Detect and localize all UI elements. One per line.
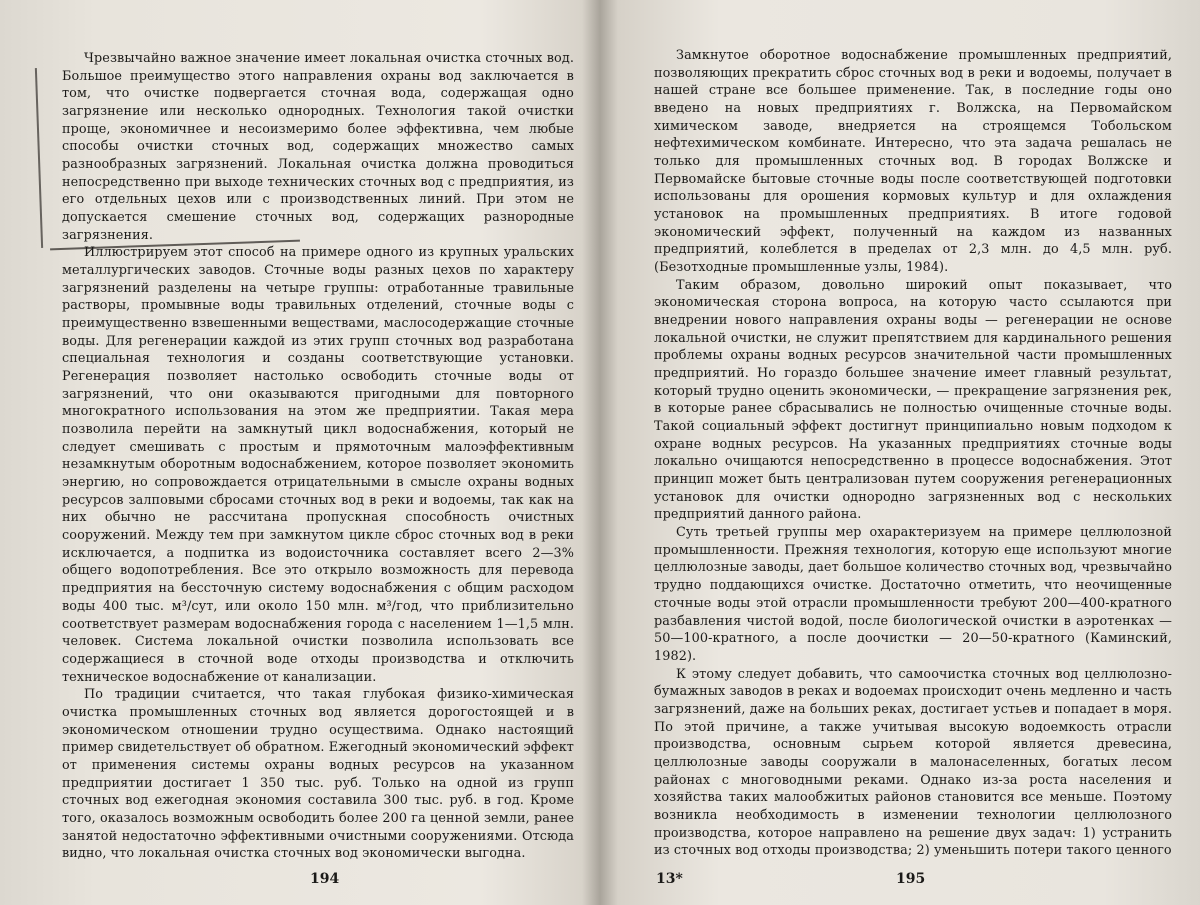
paragraph: Чрезвычайно важное значение имеет локальная очистка сточных вод. Большое преимущество этого направления охраны вод заключается в том, что очистке подвергается сточная вода, содержащая одно загрязнение или несколько однородных. Технология такой очистки проще, экономичнее и несоизмеримо более эффективна, чем любые способы очистки сточных вод, содержащих множество самых разнообразных загрязнений. Локальная очистка должна проводиться непосредственно при выходе технических сточных вод с предприятия, из его отдельных цехов или с производственных линий. При этом не допускается смешение сточных вод, содержащих разнородные загрязнения. bbox=[62, 51, 574, 243]
left-page bbox=[0, 0, 598, 905]
paragraph: К этому следует добавить, что самоочистка сточных вод целлюлозно-бумажных заводов в реках и водоемах происходит очень медленно и часть загрязнений, даже на больших реках, достигает устьев и попадает в моря. По этой причине, а также учитывая высокую водоемкость отрасли производства, основным сырьем которой является древесина, целлюлозные заводы сооружали в малонаселенных, богатых лесом районах с многоводными реками. Однако из-за роста населения и хозяйства таких малообжитых районов становится все меньше. Поэтому возникла необходимость в изменении технологии целлюлозного производства, которое направлено на решение двух задач: 1) устранить из сточных вод отходы производства; 2) уменьшить потери такого ценного bbox=[654, 666, 1172, 859]
right-page-text bbox=[654, 47, 1172, 860]
paragraph: Иллюстрируем этот способ на примере одного из крупных уральских металлургических заводов. Сточные воды разных цехов по характеру загрязнений разделены на четыре группы: отработанные травильные растворы, промывные воды травильных отделений, сточные воды с преимущественно взвешенными веществами, маслосодержащие сточные воды. Для регенерации каждой из этих групп сточных вод разработана специальная технология и созданы соответствующие установки. Регенерация позволяет настолько освободить сточные воды от загрязнений, что они оказываются пригодными для повторного многократного использования на этом же предприятии. Такая мера позволила перейти на замкнутый цикл водоснабжения, который не следует смешивать с простым и прямоточным малоэффективным незамкнутым оборотным водоснабжением, которое позволяет экономить энергию, но сопровождается отрицательными в смысле охраны водных ресурсов залповыми сбросами сточных вод в реки и водоемы, так как на них обычно не рассчитана пропускная способность очистных сооружений. Между тем при замкнутом цикле сброс сточных вод в реки исключается, а подпитка из водоисточника составляет всего 2—3% общего водопотребления. Все это открыло возможность для перевода предприятия на бессточную систему водоснабжения с общим расходом воды 400 тыс. м³/сут, или около 150 млн. м³/год, что приблизительно соответствует размерам водоснабжения города с населением 1—1,5 млн. человек. Система локальной очистки позволила использовать все содержащиеся в сточной воде отходы производства и отключить техническое водоснабжение от канализации. bbox=[62, 245, 574, 685]
pencil-margin-mark bbox=[35, 68, 43, 248]
page-number: 194 bbox=[310, 871, 340, 887]
paragraph: Замкнутое оборотное водоснабжение промышленных предприятий, позволяющих прекратить сброс сточных вод в реки и водоемы, получает в нашей стране все большее применение. Так, в последние годы оно введено на новых предприятиях г. Волжска, на Первомайском химическом заводе, внедряется на строящемся Тобольском нефтехимическом комбинате. Интересно, что эта задача решалась не только для промышленных сточных вод. В городах Волжске и Первомайске бытовые сточные воды после соответствующей подготовки использованы для орошения кормовых культур и для охлаждения установок на промышленных предприятиях. В итоге годовой экономический эффект, полученный на каждом из названных предприятий, колеблется в пределах от 2,3 млн. до 4,5 млн. руб. (Безотходные промышленные узлы, 1984). bbox=[654, 48, 1172, 276]
page-number: 195 bbox=[896, 871, 926, 887]
paragraph: Таким образом, довольно широкий опыт показывает, что экономическая сторона вопроса, на которую часто ссылаются при внедрении нового направления охраны воды — регенерации не основе локальной очистки, не служит препятствием для кардинального решения проблемы охраны водных ресурсов значительной части промышленных предприятий. Но гораздо большее значение имеет главный результат, который трудно оценить экономически, — прекращение загрязнения рек, в которые ранее сбрасывались не полностью очищенные сточные воды. Такой социальный эффект достигнут принципиально новым подходом к охране водных ресурсов. На указанных предприятиях сточные воды локально очищаются непосредственно в процессе водоснабжения. Этот принцип может быть централизован путем сооружения регенерационных установок для очистки однородно загрязненных вод с нескольких предприятий данного района. bbox=[654, 277, 1172, 523]
right-page bbox=[602, 0, 1200, 905]
paragraph: По традиции считается, что такая глубокая физико-химическая очистка промышленных сточных вод является дорогостоящей и в экономическом отношении трудно осуществима. Однако настоящий пример свидетельствует об обратном. Ежегодный экономический эффект от применения системы охраны водных ресурсов на указанном предприятии достигает 1 350 тыс. руб. Только на одной из групп сточных вод ежегодная экономия составила 300 тыс. руб. в год. Кроме того, оказалось возможным освободить более 200 га ценной земли, ранее занятой недостаточно эффективными очистными сооружениями. Отсюда видно, что локальная очистка сточных вод экономически выгодна. bbox=[62, 687, 574, 862]
left-page-text bbox=[62, 50, 574, 863]
paragraph: Суть третьей группы мер охарактеризуем на примере целлюлозной промышленности. Прежняя технология, которую еще используют многие целлюлозные заводы, дает большое количество сточных вод, чрезвычайно трудно поддающихся очистке. Достаточно отметить, что неочищенные сточные воды этой отрасли промышленности требуют 200—400-кратного разбавления чистой водой, после биологической очистки в аэротенках — 50—100-кратного, а после доочистки — 20—50-кратного (Каминский, 1982). bbox=[654, 525, 1172, 664]
printer-signature-mark: 13* bbox=[656, 871, 683, 887]
